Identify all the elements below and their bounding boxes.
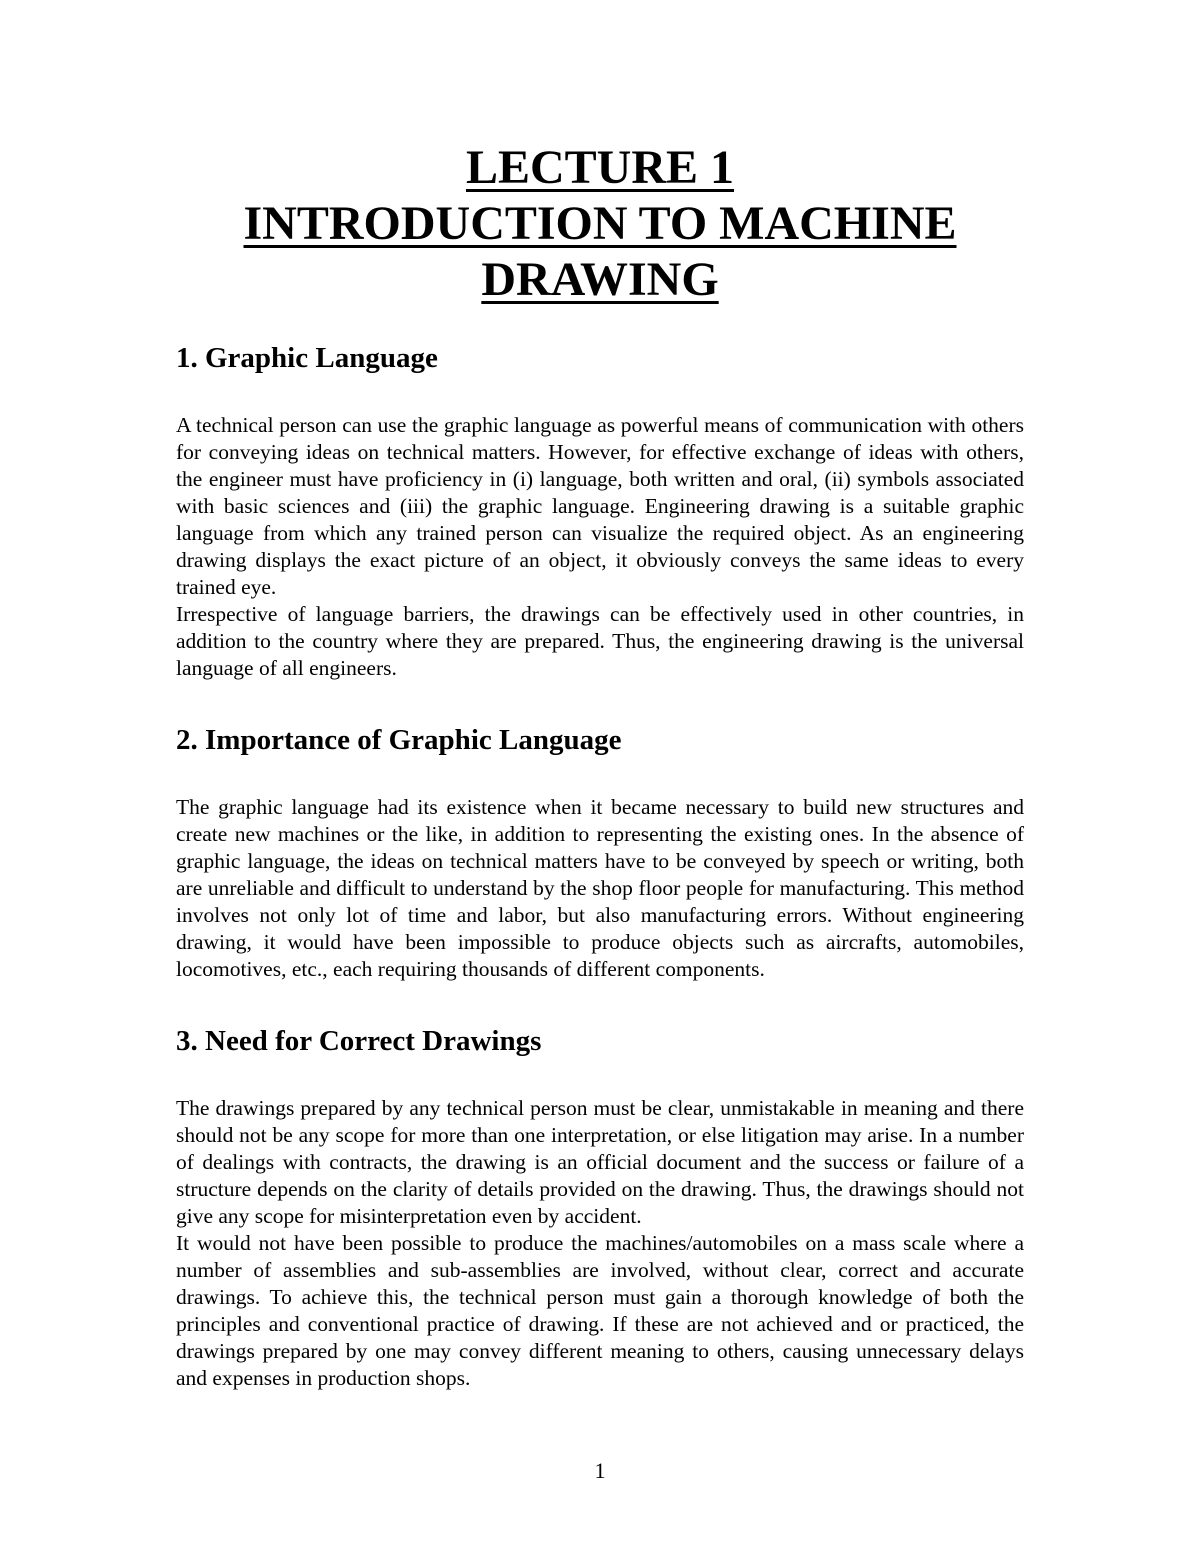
paragraph: Irrespective of language barriers, the drawings can be effectively used in other countries, in addition to the country where they are prepared. Thus, the engineering drawing is the universal language of all engineers. xyxy=(176,602,1024,680)
document-body xyxy=(176,338,1024,1430)
paragraph: A technical person can use the graphic language as powerful means of communication with others for conveying ideas on technical matters. However, for effective exchange of ideas with others, the engineer must have proficiency in (i) language, both written and oral, (ii) symbols associated with basic sciences and (iii) the graphic language. Engineering drawing is a suitable graphic language from which any trained person can visualize the required object. As an engineering drawing displays the exact picture of an object, it obviously conveys the same ideas to every trained eye. xyxy=(176,413,1024,599)
title-line-1: LECTURE 1 xyxy=(465,141,735,194)
paragraph: The graphic language had its existence when it became necessary to build new structures and create new machines or the like, in addition to representing the existing ones. In the absence of graphic language, the ideas on technical matters have to be conveyed by speech or writing, both are unreliable and difficult to understand by the shop floor people for manufacturing. This method involves not only lot of time and labor, but also manufacturing errors. Without engineering drawing, it would have been impossible to produce objects such as aircrafts, automobiles, locomotives, etc., each requiring thousands of different components. xyxy=(176,795,1024,981)
paragraph: It would not have been possible to produce the machines/automobiles on a mass scale where a number of assemblies and sub-assemblies are involved, without clear, correct and accurate drawings. To achieve this, the technical person must gain a thorough knowledge of both the principles and conventional practice of drawing. If these are not achieved and or practiced, the drawings prepared by one may convey different meaning to others, causing unnecessary delays and expenses in production shops. xyxy=(176,1231,1024,1390)
section-heading: 3. Need for Correct Drawings xyxy=(176,1025,542,1057)
title-line-3: DRAWING xyxy=(481,253,719,306)
paragraph: The drawings prepared by any technical person must be clear, unmistakable in meaning and there should not be any scope for more than one interpretation, or else litigation may arise. In a number of dealings with contracts, the drawing is an official document and the success or failure of a structure depends on the clarity of details provided on the drawing. Thus, the drawings should not give any scope for misinterpretation even by accident. xyxy=(176,1096,1024,1228)
section-graphic-language xyxy=(176,338,1024,682)
title-line-2: INTRODUCTION TO MACHINE xyxy=(243,197,957,250)
document-title xyxy=(0,140,1200,308)
section-heading: 1. Graphic Language xyxy=(176,342,438,374)
section-need-for-correct-drawings xyxy=(176,1021,1024,1392)
section-heading: 2. Importance of Graphic Language xyxy=(176,724,622,756)
page-number: 1 xyxy=(594,1458,606,1483)
section-importance-of-graphic-language xyxy=(176,720,1024,983)
